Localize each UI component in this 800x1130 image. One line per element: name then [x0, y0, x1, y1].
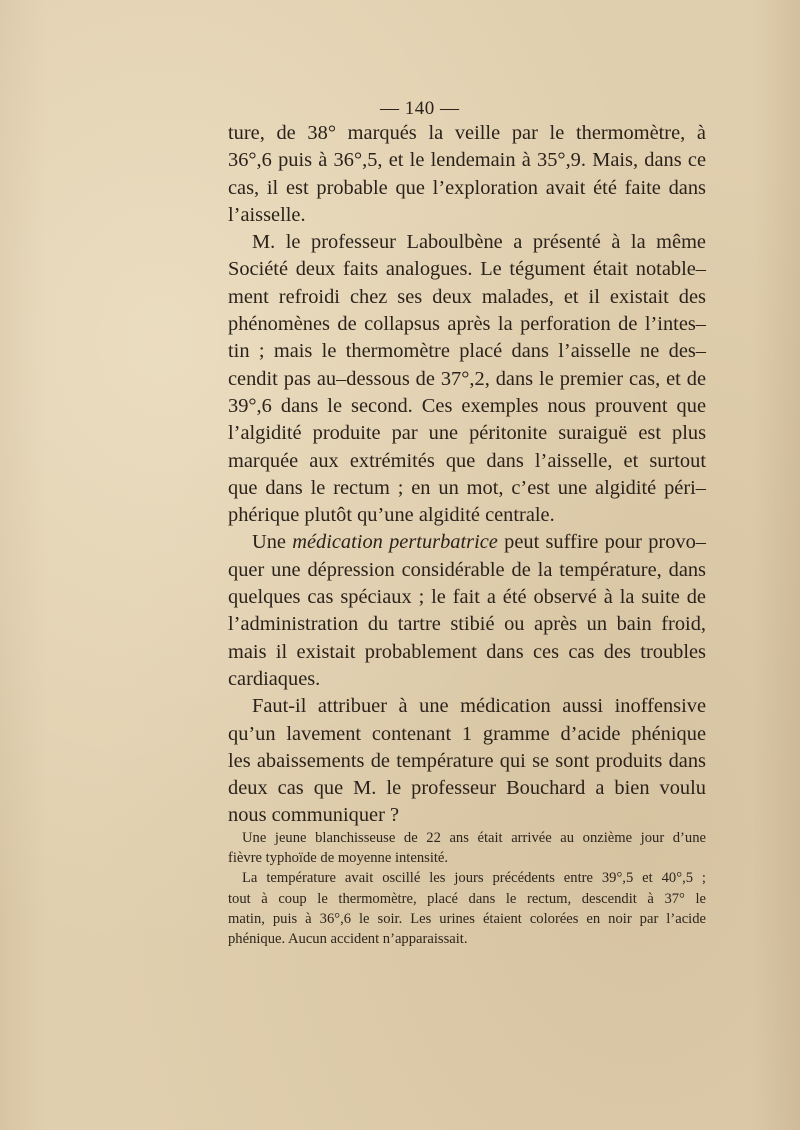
footnote	[228, 828, 706, 949]
footnote-line: fièvre typhoïde de moyenne intensité.	[228, 850, 449, 867]
text-run: Une	[252, 531, 286, 554]
text-line: cardiaques.	[228, 667, 321, 690]
text-line: Société deux faits analogues. Le tégument était notable–	[228, 258, 706, 281]
footnote-line: La température avait oscillé les jours précédents entre 39°,5 et 40°,5 ;	[242, 870, 706, 887]
text-line: M. le professeur Laboulbène a présenté à la même	[252, 231, 706, 254]
text-line: marquée aux extrémités que dans l’aisselle, et surtout	[228, 449, 706, 472]
text-line: nous communiquer ?	[228, 804, 400, 827]
text-line: phénomènes de collapsus après la perforation de l’intes–	[228, 313, 706, 336]
text-line: phérique plutôt qu’une algidité centrale.	[228, 504, 555, 527]
text-run: peut suffire pour provo–	[504, 531, 706, 554]
footnote-line: tout à coup le thermomètre, placé dans le rectum, descendit à 37° le	[228, 890, 706, 907]
text-line: tin ; mais le thermomètre placé dans l’aisselle ne des–	[228, 340, 706, 363]
text-line: cendit pas au–dessous de 37°,2, dans le premier cas, et de	[228, 367, 706, 390]
text-line: l’aisselle.	[228, 203, 306, 226]
footnote-line: phénique. Aucun accident n’apparaissait.	[228, 931, 468, 948]
text-line: 39°,6 dans le second. Ces exemples nous prouvent que	[228, 394, 706, 417]
text-line: les abaissements de température qui se sont produits dans	[228, 749, 706, 772]
text-line: que dans le rectum ; en un mot, c’est une algidité péri–	[228, 476, 706, 499]
paragraph-2	[228, 229, 706, 529]
text-line: ment refroidi chez ses deux malades, et il existait des	[228, 285, 706, 308]
text-line: quelques cas spéciaux ; le fait a été observé à la suite de	[228, 586, 706, 609]
main-text	[228, 120, 706, 830]
paragraph-3	[228, 529, 706, 693]
text-line: deux cas que M. le professeur Bouchard a bien voulu	[228, 777, 706, 800]
emphasis-text: médication perturbatrice	[292, 531, 498, 554]
text-line: mais il existait probablement dans ces cas des troubles	[228, 640, 706, 663]
paragraph-4	[228, 693, 706, 829]
text-line: qu’un lavement contenant 1 gramme d’acide phénique	[228, 722, 706, 745]
text-line: Faut-il attribuer à une médication aussi inoffensive	[252, 695, 706, 718]
text-line: 36°,6 puis à 36°,5, et le lendemain à 35°,9. Mais, dans ce	[228, 149, 706, 172]
text-line: quer une dépression considérable de la température, dans	[228, 558, 706, 581]
page-number: — 140 —	[380, 98, 460, 119]
text-line: ture, de 38° marqués la veille par le thermomètre, à	[228, 122, 706, 144]
text-line	[228, 529, 706, 556]
text-line: l’algidité produite par une péritonite suraiguë est plus	[228, 422, 706, 445]
footnote-line: matin, puis à 36°,6 le soir. Les urines étaient colorées en noir par l’acide	[228, 910, 706, 927]
text-line: cas, il est probable que l’exploration avait été faite dans	[228, 176, 706, 199]
text-line: l’administration du tartre stibié ou après un bain froid,	[228, 613, 706, 636]
paragraph-1	[228, 120, 706, 229]
footnote-line: Une jeune blanchisseuse de 22 ans était arrivée au onzième jour d’une	[242, 830, 706, 846]
